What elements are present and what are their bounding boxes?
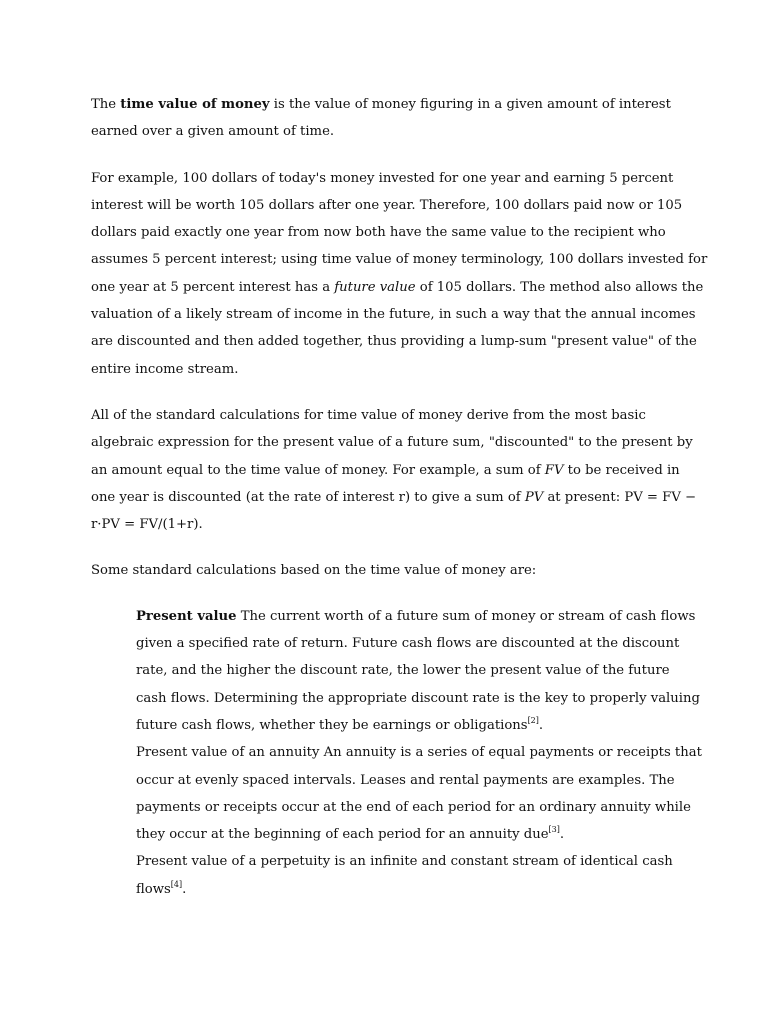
calculations-list [91,603,708,903]
perpetuity-text: Present value of a perpetuity is an infinite and constant stream of identical cash flows [136,854,673,897]
list-intro: Some standard calculations based on the time value of money are: [91,563,537,579]
future-value-term: future value [334,279,416,295]
item-end: . [182,881,187,897]
item-end: . [559,827,565,843]
example-text-2: of 105 dollars. The method also allows the valuation of a likely stream of income in the future, in such a way that the annual incomes are discounted and then added together, thus providing a lump-sum "present value" of the entire income stream. [91,279,704,377]
list-item-present-value [136,603,704,739]
fv-term: FV [544,462,564,478]
calc-text-1: All of the standard calculations for time value of money derive from the most basic algebraic expression for the present value of a future sum, "discounted" to the present by an amount equal to the time value of money. For example, a sum of [91,407,693,478]
intro-post: is the value of money figuring in a given amount of interest earned over a given amount of time. [91,97,671,140]
example-text-1: For example, 100 dollars of today's money invested for one year and earning 5 percent interest will be worth 105 dollars after one year. Therefore, 100 dollars paid now or 105 dollars paid exactly one year from now both have the same value to the recipient who assumes 5 percent interest; using time value of money terminology, 100 dollars invested for one year at 5 percent interest has a [91,170,708,295]
calculations-paragraph [91,402,708,538]
present-value-term: Present value [136,608,237,624]
reference-2-link[interactable]: [2] [527,715,539,725]
intro-term: time value of money [120,97,270,112]
intro-paragraph [91,91,708,146]
list-item-annuity [136,739,704,848]
annuity-text: Present value of an annuity An annuity is a series of equal payments or receipts that occur at evenly spaced intervals. Leases and rental payments are examples. The payments or receipts occur at the end of each period for an ordinary annuity while they occur at the beginning of each period for an annuity due [136,745,702,843]
reference-3-link[interactable]: [3] [548,825,560,835]
list-item-perpetuity [136,848,704,903]
pv-term: PV [524,489,544,505]
present-value-text: The current worth of a future sum of money or stream of cash flows given a specified rate of return. Future cash flows are discounted at the discount rate, and the higher the discount rate, the lower the present value of the future cash flows. Determining the appropriate discount rate is the key to properly valuing future cash flows, whether they be earnings or obligations [136,608,700,733]
item-end: . [538,717,544,733]
example-paragraph [91,165,708,383]
intro-pre: The [91,97,121,112]
calc-text-2: to be received in one year is discounted (at the rate of interest r) to give a sum of [91,462,680,505]
reference-4-link[interactable]: [4] [170,879,183,889]
calc-text-3: at present: PV = FV − r·PV = FV/(1+r). [91,489,697,533]
